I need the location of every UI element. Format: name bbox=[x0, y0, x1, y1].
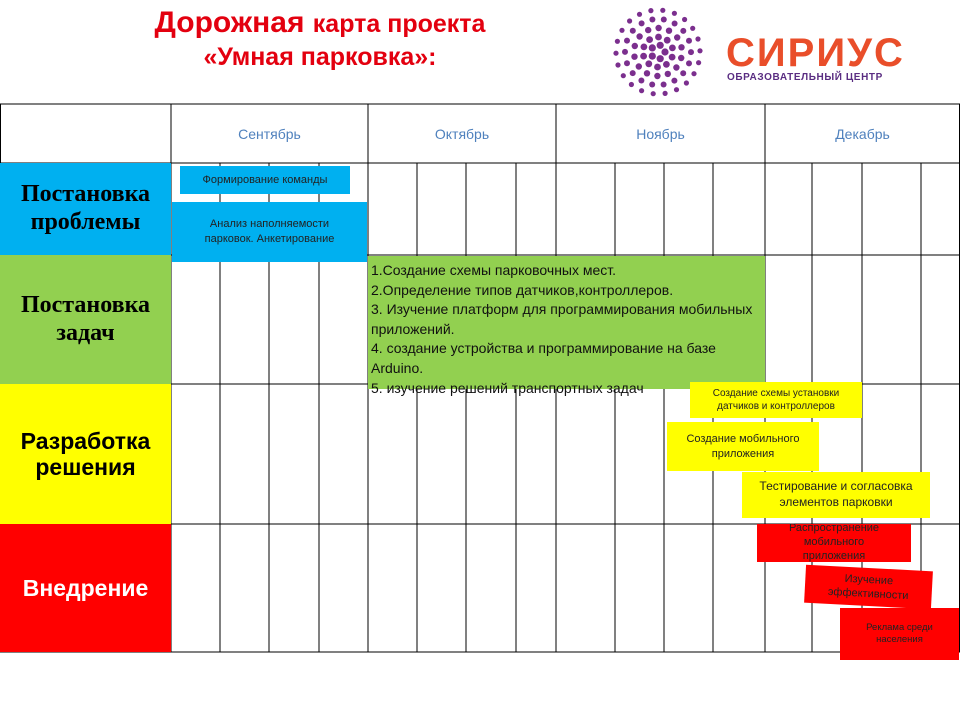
task-distribution: Распространение мобильного приложения bbox=[757, 524, 911, 562]
project-name: «Умная парковка»: bbox=[203, 42, 437, 71]
task-efficiency: Изучение эффективности bbox=[804, 565, 933, 610]
objective-item: 3. Изучение платформ для программирования мобильных приложений. bbox=[371, 301, 753, 337]
objective-item: 1.Создание схемы парковочных мест. bbox=[371, 262, 617, 278]
phase-problem-statement: Постановка проблемы bbox=[0, 163, 171, 255]
task-sensor-scheme: Создание схемы установки датчиков и контроллеров bbox=[690, 382, 862, 418]
task-team-formation: Формирование команды bbox=[180, 166, 350, 194]
task-objectives-list bbox=[368, 256, 765, 396]
task-mobile-app: Создание мобильного приложения bbox=[667, 422, 819, 471]
objectives-list bbox=[371, 261, 762, 398]
task-parking-analysis: Анализ наполняемости парковок. Анкетирование bbox=[172, 202, 367, 262]
phase-task-definition: Постановка задач bbox=[0, 255, 171, 384]
phase-solution-development: Разработка решения bbox=[0, 384, 171, 524]
month-september: Сентябрь bbox=[238, 125, 301, 142]
month-november: Ноябрь bbox=[636, 125, 685, 142]
title-word: Дорожная bbox=[154, 6, 305, 39]
logo-name: СИРИУС bbox=[726, 31, 905, 75]
title-rest: карта проекта bbox=[312, 10, 486, 38]
month-october: Октябрь bbox=[434, 125, 490, 142]
objective-item: 4. создание устройства и программирование на базе Arduino. bbox=[371, 340, 716, 376]
logo-subtitle: ОБРАЗОВАТЕЛЬНЫЙ ЦЕНТР bbox=[727, 72, 883, 83]
task-testing: Тестирование и согласовка элементов парковки bbox=[742, 472, 930, 518]
objective-item: 2.Определение типов датчиков,контроллеров. bbox=[371, 281, 674, 298]
objective-item: 5. изучение решений транспортных задач bbox=[371, 379, 644, 396]
phase-implementation: Внедрение bbox=[0, 524, 171, 652]
task-advertising: Реклама среди населения bbox=[840, 608, 959, 660]
month-december: Декабрь bbox=[835, 125, 890, 142]
